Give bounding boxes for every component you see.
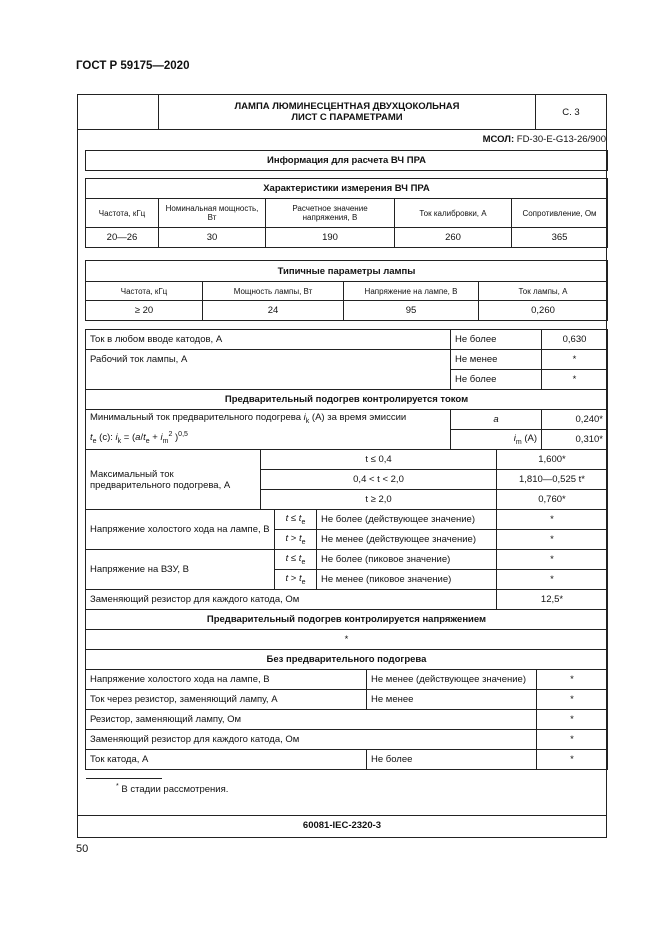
no-preheat-value: * [537, 690, 608, 710]
min-preheat-text-2: (А) за время эмиссии [309, 412, 407, 424]
footer-code: 60081-IEC-2320-3 [302, 820, 382, 831]
currents-table [85, 329, 608, 390]
msol-label: МСОЛ: [482, 134, 515, 145]
footnote-text: В стадии рассмотрения. [121, 784, 229, 796]
typical-value: 24 [203, 301, 344, 321]
measure-header: Расчетное значение напряжения, В [266, 199, 395, 228]
max-preheat-table [85, 449, 608, 510]
footnote: * В стадии рассмотрения. [116, 783, 229, 796]
max-value: 1,600* [497, 450, 608, 470]
no-preheat-value: * [537, 750, 608, 770]
a-symbol: a [493, 414, 499, 425]
voltage-preheat-value: * [86, 630, 608, 650]
max-value: 0,760* [497, 490, 608, 510]
t-cond: $t \le t_e$ [275, 510, 317, 530]
measure-value: 30 [159, 228, 266, 248]
no-preheat-label: Напряжение холостого хода на лампе, В [86, 670, 367, 690]
no-preheat-value: * [537, 670, 608, 690]
typical-title: Типичные параметры лампы [86, 261, 608, 282]
measure-value: 190 [266, 228, 395, 248]
current-preheat-table [85, 389, 608, 450]
vzu-label: Напряжение на ВЗУ, В [86, 550, 275, 590]
measure-header: Частота, кГц [86, 199, 159, 228]
no-preheat-label: Ток через резистор, заменяющий лампу, А [86, 690, 367, 710]
current-value: * [542, 370, 608, 390]
footnote-rule [86, 778, 162, 779]
measure-value: 365 [512, 228, 608, 248]
measure-header: Сопротивление, Ом [512, 199, 608, 228]
no-preheat-value: * [537, 730, 608, 750]
max-cond: t ≥ 2,0 [261, 490, 497, 510]
max-preheat-label: Максимальный ток предварительного подогрева, А [86, 450, 261, 510]
sheet-page: С. 3 [536, 95, 607, 130]
page-number: 50 [76, 843, 89, 855]
ocv-label: Напряжение холостого хода на лампе, В [86, 510, 275, 550]
res-value: 12,5* [497, 590, 608, 610]
measure-title: Характеристики измерения ВЧ ПРА [86, 179, 608, 199]
typical-value: 95 [344, 301, 479, 321]
vzu-value: * [497, 570, 608, 590]
no-preheat-label: Резистор, заменяющий лампу, Ом [86, 710, 537, 730]
sheet-header [77, 94, 607, 130]
current-cond: Не более [451, 330, 542, 350]
no-preheat-cond: Не менее [367, 690, 537, 710]
vzu-value: * [497, 550, 608, 570]
current-label: Рабочий ток лампы, А [86, 350, 451, 390]
msol-line [430, 134, 606, 145]
footer-rule [77, 815, 607, 816]
max-cond: 0,4 < t < 2,0 [261, 470, 497, 490]
voltage-table [85, 509, 608, 610]
no-preheat-table [85, 649, 608, 770]
voltage-preheat-table [85, 609, 608, 650]
current-value: 0,630 [542, 330, 608, 350]
param-a-value: 0,240* [542, 410, 608, 430]
voltage-preheat-title: Предварительный подогрев контролируется напряжением [86, 610, 608, 630]
current-cond: Не более [451, 370, 542, 390]
max-cond: t ≤ 0,4 [261, 450, 497, 470]
param-im-value: 0,310* [542, 430, 608, 450]
typical-value: ≥ 20 [86, 301, 203, 321]
typical-value: 0,260 [479, 301, 608, 321]
no-preheat-cond: Не более [367, 750, 537, 770]
max-value: 1,810—0,525 t* [497, 470, 608, 490]
document-id: ГОСТ Р 59175—2020 [76, 60, 190, 72]
no-preheat-label: Заменяющий резистор для каждого катода, Ом [86, 730, 537, 750]
param-a [451, 410, 542, 430]
sheet-title [159, 95, 536, 130]
min-preheat-text: Минимальный ток предварительного подогрева [90, 412, 304, 424]
current-label: Ток в любом вводе катодов, А [86, 330, 451, 350]
msol-value: FD-30-E-G13-26/900 [516, 134, 606, 145]
measure-table [85, 178, 608, 248]
measure-value: 260 [395, 228, 512, 248]
typical-header: Мощность лампы, Вт [203, 282, 344, 301]
ocv-cond: Не менее (действующее значение) [317, 530, 497, 550]
typical-header: Частота, кГц [86, 282, 203, 301]
no-preheat-value: * [537, 710, 608, 730]
current-cond: Не менее [451, 350, 542, 370]
t-cond: $t > t_e$ [275, 570, 317, 590]
measure-header: Ток калибровки, А [395, 199, 512, 228]
ocv-cond: Не более (действующее значение) [317, 510, 497, 530]
min-preheat-label: Минимальный ток предварительного подогрева $i_k$ (А) за время эмиссии $t_e$ (с): $i_k = (a/t_e + i_m^2$ )$^{0,5}$ [86, 410, 451, 450]
title-line-2: ЛИСТ С ПАРАМЕТРАМИ [291, 112, 403, 123]
ocv-value: * [497, 530, 608, 550]
t-cond: $t > t_e$ [275, 530, 317, 550]
param-im: $i_m$ (А) [451, 430, 542, 450]
typical-table [85, 260, 608, 321]
typical-header: Напряжение на лампе, В [344, 282, 479, 301]
no-preheat-cond: Не менее (действующее значение) [367, 670, 537, 690]
section-info-title: Информация для расчета ВЧ ПРА [85, 150, 608, 171]
vzu-cond: Не более (пиковое значение) [317, 550, 497, 570]
current-preheat-title: Предварительный подогрев контролируется током [86, 390, 608, 410]
no-preheat-label: Ток катода, А [86, 750, 367, 770]
measure-value: 20—26 [86, 228, 159, 248]
vzu-cond: Не менее (пиковое значение) [317, 570, 497, 590]
typical-header: Ток лампы, А [479, 282, 608, 301]
measure-header: Номинальная мощность, Вт [159, 199, 266, 228]
res-label: Заменяющий резистор для каждого катода, Ом [86, 590, 497, 610]
current-value: * [542, 350, 608, 370]
header-blank [78, 95, 159, 130]
t-cond: $t \le t_e$ [275, 550, 317, 570]
title-line-1: ЛАМПА ЛЮМИНЕСЦЕНТНАЯ ДВУХЦОКОЛЬНАЯ [234, 101, 460, 112]
ocv-value: * [497, 510, 608, 530]
no-preheat-title: Без предварительного подогрева [86, 650, 608, 670]
